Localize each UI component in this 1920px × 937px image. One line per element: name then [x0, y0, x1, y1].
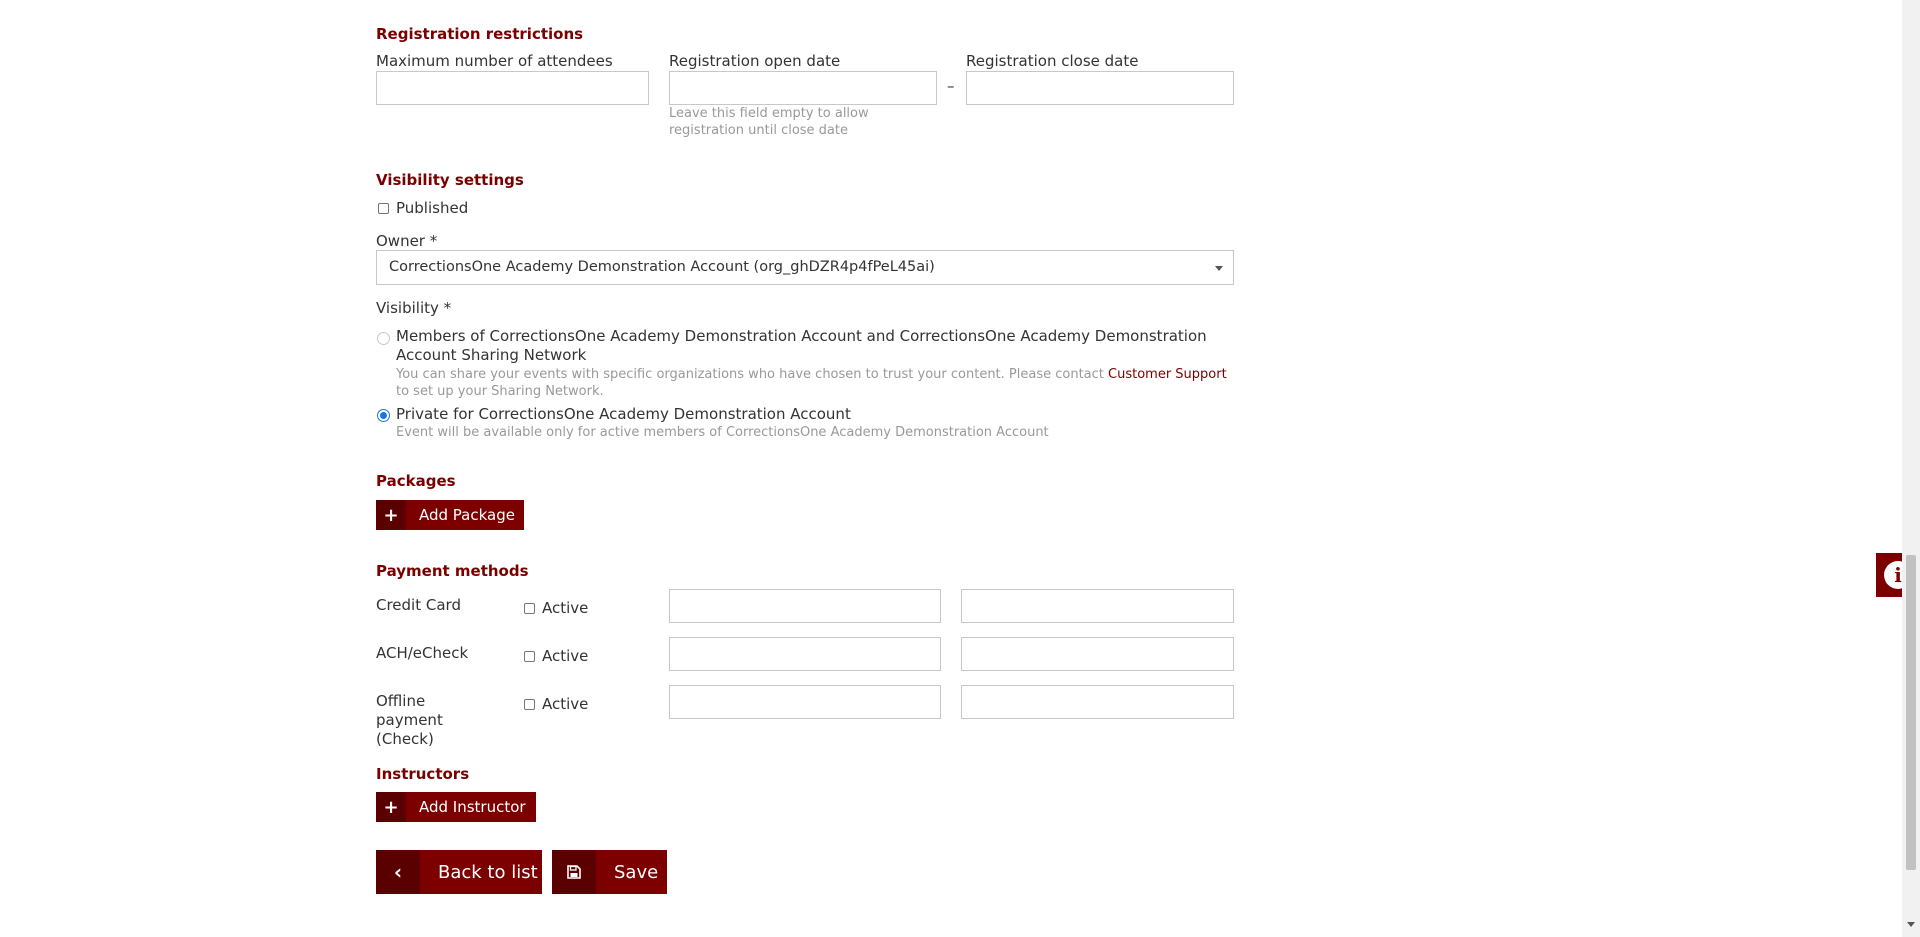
add-package-button[interactable]: [376, 500, 524, 530]
registration-open-date-label: Registration open date: [669, 52, 841, 70]
sharing-hint-text: You can share your events with specific organizations who have chosen to trust your content. Please contact: [396, 367, 1109, 382]
visibility-private-hint: Event will be available only for active members of CorrectionsOne Academy Demonstration Account: [396, 425, 1049, 440]
registration-close-date-label: Registration close date: [966, 52, 1139, 70]
floppy-disk-icon: [552, 850, 596, 894]
chevron-left-icon: ‹: [376, 850, 420, 894]
info-icon: i: [1884, 561, 1912, 589]
instructors-heading: Instructors: [376, 765, 470, 783]
ach-echeck-field-1[interactable]: [669, 637, 941, 671]
payment-method-name: Credit Card: [376, 596, 461, 614]
add-instructor-label: Add Instructor: [419, 798, 526, 816]
visibility-settings-heading: Visibility settings: [376, 171, 524, 189]
offline-payment-field-2[interactable]: [961, 685, 1234, 719]
credit-card-field-2[interactable]: [961, 589, 1234, 623]
customer-support-link[interactable]: Customer Support: [1108, 367, 1227, 382]
registration-close-date-input[interactable]: [966, 71, 1234, 105]
owner-selected-value: CorrectionsOne Academy Demonstration Account (org_ghDZR4p4fPeL45ai): [389, 259, 935, 275]
owner-label: Owner *: [376, 232, 438, 250]
plus-icon: +: [376, 792, 406, 822]
credit-card-field-1[interactable]: [669, 589, 941, 623]
back-to-list-button[interactable]: [376, 850, 542, 894]
plus-icon: +: [376, 500, 406, 530]
max-attendees-input[interactable]: [376, 71, 649, 105]
floppy-disk-icon-svg: [566, 864, 582, 880]
ach-echeck-active-label: Active: [542, 647, 589, 665]
payment-method-name: Offline payment (Check): [376, 692, 443, 748]
add-package-label: Add Package: [419, 506, 515, 524]
published-checkbox[interactable]: [378, 203, 389, 214]
ach-echeck-field-2[interactable]: [961, 637, 1234, 671]
packages-heading: Packages: [376, 472, 456, 490]
scroll-down-arrow-icon[interactable]: [1907, 922, 1915, 927]
owner-select[interactable]: [376, 250, 1234, 285]
save-label: Save: [614, 861, 659, 883]
visibility-private-label: Private for CorrectionsOne Academy Demonstration Account: [396, 405, 851, 423]
max-attendees-label: Maximum number of attendees: [376, 52, 613, 70]
visibility-label: Visibility *: [376, 299, 452, 317]
visibility-sharing-network-radio[interactable]: [377, 332, 390, 345]
registration-restrictions-heading: Registration restrictions: [376, 25, 584, 43]
back-to-list-label: Back to list: [438, 861, 538, 883]
sharing-hint-text-end: to set up your Sharing Network.: [396, 384, 604, 399]
ach-echeck-active-checkbox[interactable]: [524, 651, 535, 662]
visibility-sharing-network-hint: [396, 366, 1236, 400]
save-button[interactable]: [552, 850, 667, 894]
payment-method-name: ACH/eCheck: [376, 644, 469, 662]
add-instructor-button[interactable]: [376, 792, 536, 822]
offline-payment-field-1[interactable]: [669, 685, 941, 719]
date-range-separator: –: [947, 77, 955, 95]
published-label: Published: [396, 199, 469, 217]
offline-payment-active-label: Active: [542, 695, 589, 713]
visibility-sharing-network-label: Members of CorrectionsOne Academy Demonstration Account and CorrectionsOne Academy Demonstration Account Sharing Network: [396, 327, 1207, 364]
offline-payment-active-checkbox[interactable]: [524, 699, 535, 710]
scrollbar-thumb[interactable]: [1906, 555, 1916, 870]
page-scrollbar[interactable]: [1902, 0, 1920, 937]
credit-card-active-checkbox[interactable]: [524, 603, 535, 614]
registration-open-date-input[interactable]: [669, 71, 937, 105]
payment-methods-heading: Payment methods: [376, 562, 529, 580]
credit-card-active-label: Active: [542, 599, 589, 617]
visibility-private-radio[interactable]: [377, 409, 390, 422]
registration-open-date-hint: Leave this field empty to allow registration until close date: [669, 106, 869, 138]
chevron-down-icon: [1215, 266, 1223, 271]
